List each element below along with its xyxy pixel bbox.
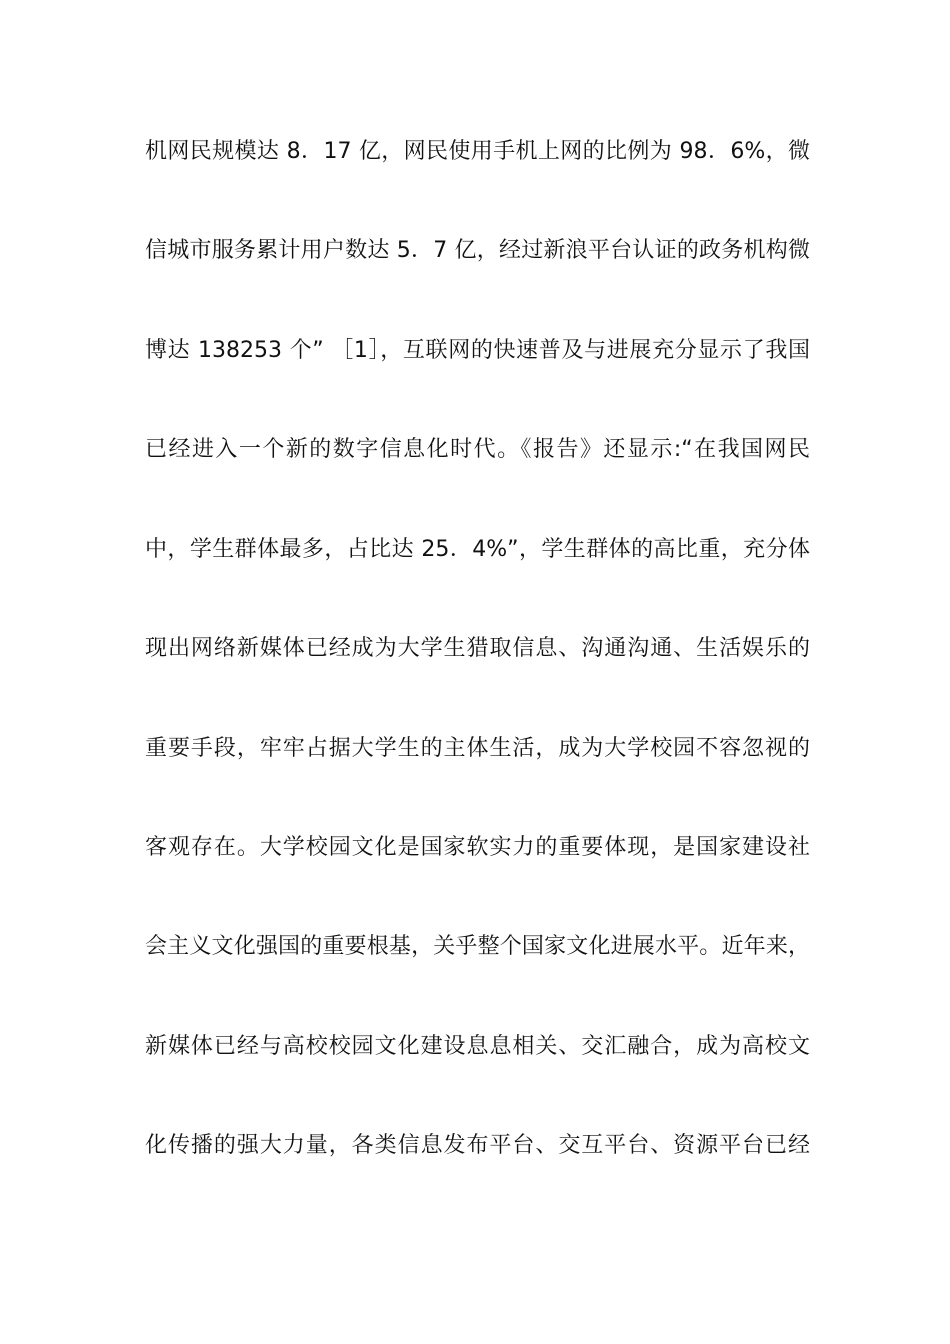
text-line: 新媒体已经与高校校园文化建设息息相关、交汇融合，成为高校文 (145, 1034, 810, 1059)
text-line: 化传播的强大力量，各类信息发布平台、交互平台、资源平台已经 (145, 1133, 810, 1158)
text-line: 会主义文化强国的重要根基，关乎整个国家文化进展水平。近年来， (145, 934, 810, 959)
text-line: 重要手段，牢牢占据大学生的主体生活，成为大学校园不容忽视的 (145, 736, 810, 761)
text-line: 机网民规模达 8．17 亿，网民使用手机上网的比例为 98．6%，微 (145, 139, 810, 164)
text-line: 现出网络新媒体已经成为大学生猎取信息、沟通沟通、生活娱乐的 (145, 636, 810, 661)
text-line: 中，学生群体最多，占比达 25．4%”，学生群体的高比重，充分体 (145, 537, 810, 562)
text-line: 客观存在。大学校园文化是国家软实力的重要体现，是国家建设社 (145, 835, 810, 860)
text-line: 信城市服务累计用户数达 5．7 亿，经过新浪平台认证的政务机构微 (145, 238, 810, 263)
text-line: 已经进入一个新的数字信息化时代。《报告》还显示:“在我国网民 (145, 437, 810, 462)
text-line: 博达 138253 个” ［1］，互联网的快速普及与进展充分显示了我国 (145, 338, 810, 363)
